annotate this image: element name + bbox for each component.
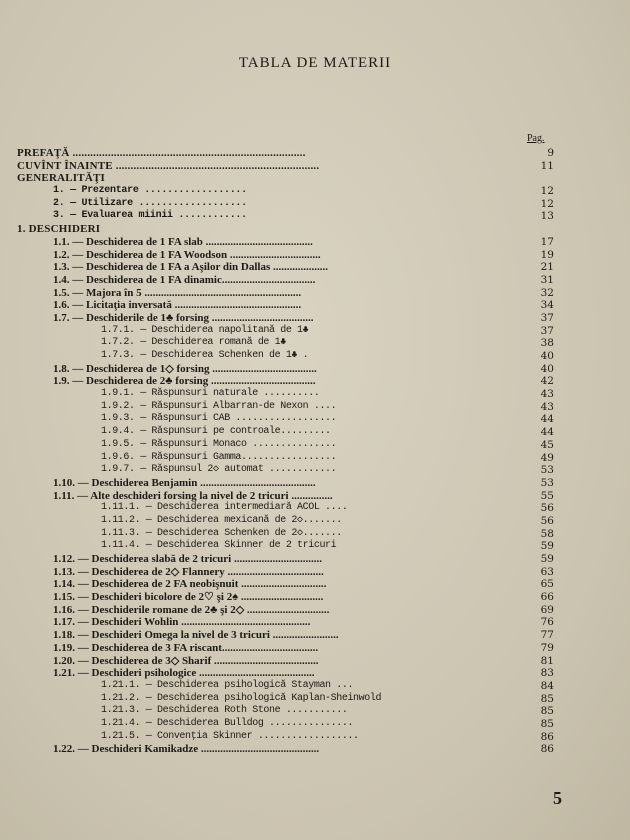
toc-entry-label: 1.18. — Deschideri Omega la nivel de 3 tricuri ........................	[53, 629, 339, 642]
toc-entry-label: 1.21.3. — Deschiderea Roth Stone ...........	[101, 705, 348, 717]
toc-entry-page: 49	[540, 451, 554, 464]
toc-entry-label: 1.9.5. — Răspunsuri Monaco ...............	[101, 438, 337, 450]
toc-entry-label: 1.9. — Deschiderea de 2♣ forsing ......................................	[53, 375, 316, 388]
toc-entry-page: 38	[540, 337, 554, 350]
toc-entry	[0, 452, 630, 465]
toc-entry-page: 59	[540, 540, 554, 553]
toc-entry-page: 63	[540, 565, 554, 578]
toc-entry	[0, 667, 630, 680]
toc-entry-label: 1.10. — Deschiderea Benjamin ..........................................	[53, 476, 316, 489]
toc-entry	[0, 553, 630, 566]
toc-entry-page: 84	[540, 679, 554, 692]
toc-entry-label: 1.7. — Deschiderile de 1♣ forsing .....................................	[53, 311, 314, 324]
toc-entry-label: 1.9.1. — Răspunsuri naturale ..........	[101, 388, 320, 400]
toc-entry-page: 12	[540, 197, 554, 210]
toc-entry-label: 1.17. — Deschideri Wohlin ...............................................	[53, 616, 311, 629]
toc-entry	[0, 388, 630, 401]
toc-entry-label: 1.11.4. — Deschiderea Skinner de 2 tricuri	[101, 540, 337, 552]
toc-entry	[0, 147, 630, 160]
toc-entry-page: 56	[540, 514, 554, 527]
toc-entry	[0, 249, 630, 262]
toc-entry	[0, 172, 630, 185]
toc-entry	[0, 401, 630, 414]
toc-entry	[0, 693, 630, 706]
toc-entry	[0, 223, 630, 236]
toc-entry-page: 53	[540, 464, 554, 477]
table-of-contents	[0, 147, 630, 756]
toc-entry-page: 13	[540, 210, 554, 223]
toc-entry	[0, 705, 630, 718]
toc-entry-label: 1.2. — Deschiderea de 1 FA Woodson .................................	[53, 248, 321, 261]
toc-entry-page: 66	[540, 591, 554, 604]
toc-entry-page: 37	[540, 324, 554, 337]
toc-entry	[0, 287, 630, 300]
toc-entry	[0, 350, 630, 363]
toc-entry-page: 81	[540, 654, 554, 667]
toc-entry-label: 1. DESCHIDERI	[17, 223, 101, 236]
toc-entry-label: 1.20. — Deschiderea de 3◇ Sharif ......................................	[53, 654, 319, 667]
toc-entry-page: 45	[540, 438, 554, 451]
toc-entry-label: 1.12. — Deschiderea slabă de 2 tricuri ................................	[53, 553, 322, 565]
toc-entry-page: 44	[540, 413, 554, 426]
toc-entry-label: 1.7.2. — Deschiderea romană de 1♣	[101, 337, 286, 349]
toc-entry-label: 1.21.5. — Convenţia Skinner ..................	[101, 730, 359, 742]
toc-entry-label: 1.3. — Deschiderea de 1 FA a Aşilor din Dallas ....................	[53, 261, 329, 274]
toc-entry-page: 76	[540, 616, 554, 629]
toc-entry-label: 1.21. — Deschideri psihologice ..........................................	[53, 667, 315, 680]
toc-entry-label: 1.21.1. — Deschiderea psihologică Stayman ...	[101, 679, 354, 691]
toc-entry-page: 59	[540, 553, 554, 565]
toc-entry-page: 9	[547, 147, 554, 159]
toc-entry	[0, 439, 630, 452]
toc-entry	[0, 413, 630, 426]
toc-entry-page: 42	[540, 375, 554, 388]
toc-entry	[0, 591, 630, 604]
toc-entry-page: 32	[540, 286, 554, 299]
toc-entry-label: 1.9.7. — Răspunsul 2◇ automat ............	[101, 464, 337, 476]
toc-entry-page: 40	[540, 362, 554, 375]
toc-entry-label: 1.1. — Deschiderea de 1 FA slab .......................................	[53, 235, 313, 248]
toc-entry-page: 69	[540, 603, 554, 616]
toc-entry	[0, 490, 630, 503]
toc-entry	[0, 604, 630, 617]
toc-entry-page: 11	[540, 159, 554, 172]
toc-entry-page: 19	[540, 248, 554, 261]
toc-entry-label: 1.11.2. — Deschiderea mexicană de 2◇.......	[101, 514, 342, 526]
toc-entry	[0, 515, 630, 528]
toc-entry	[0, 477, 630, 490]
toc-entry-page: 65	[540, 578, 554, 591]
toc-entry-page: 37	[540, 311, 554, 324]
toc-entry	[0, 642, 630, 655]
toc-entry-label: 1.7.3. — Deschiderea Schenken de 1♣ .	[101, 350, 309, 361]
toc-entry-page: 21	[540, 261, 554, 274]
toc-entry	[0, 210, 630, 223]
toc-entry-label: 1.13. — Deschiderea de 2◇ Flannery ...................................	[53, 565, 324, 578]
toc-entry-label: 1. — Prezentare ..................	[53, 185, 247, 197]
toc-entry-label: 1.22. — Deschideri Kamikadze ...........................................	[53, 743, 320, 756]
page-number: 5	[553, 788, 562, 808]
toc-entry-label: 1.7.1. — Deschiderea napolitană de 1♣	[101, 324, 309, 336]
toc-entry	[0, 426, 630, 439]
toc-entry	[0, 337, 630, 350]
toc-entry	[0, 375, 630, 388]
toc-entry-label: 3. — Evaluarea miinii ............	[53, 210, 247, 222]
toc-entry	[0, 464, 630, 477]
toc-entry	[0, 299, 630, 312]
toc-entry-label: 1.9.2. — Răspunsuri Albarran-de Nexon ....	[101, 400, 337, 412]
toc-entry-label: PREFAŢĂ ...............................................................................	[17, 147, 306, 159]
toc-entry	[0, 731, 630, 744]
toc-entry-label: 2. — Utilizare ...................	[53, 197, 247, 209]
toc-entry	[0, 616, 630, 629]
toc-entry-label: 1.14. — Deschiderea de 2 FA neobişnuit ...............................	[53, 578, 327, 591]
toc-entry-page: 77	[540, 629, 554, 642]
toc-entry-page: 85	[540, 717, 554, 730]
toc-entry-page: 55	[540, 489, 554, 502]
toc-entry	[0, 325, 630, 338]
toc-entry	[0, 236, 630, 249]
toc-entry-page: 43	[540, 388, 554, 401]
toc-entry	[0, 566, 630, 579]
toc-entry-page: 34	[540, 299, 554, 312]
toc-entry	[0, 160, 630, 173]
toc-entry-label: 1.15. — Deschideri bicolore de 2♡ şi 2♠ ..............................	[53, 591, 324, 604]
toc-entry-page: 44	[540, 426, 554, 439]
page-column-header: Pag.	[527, 133, 545, 144]
toc-entry-label: 1.4. — Deschiderea de 1 FA dinamic..................................	[53, 273, 316, 286]
toc-entry	[0, 198, 630, 211]
toc-entry-page: 43	[540, 400, 554, 413]
toc-entry-label: 1.8. — Deschiderea de 1◇ forsing ......................................	[53, 362, 317, 375]
toc-entry-label: 1.6. — Licitaţia inversată ..............................................	[53, 299, 302, 312]
toc-entry-page: 12	[540, 185, 554, 198]
toc-entry-page: 86	[540, 743, 554, 756]
toc-entry-page: 56	[540, 502, 554, 515]
toc-entry	[0, 680, 630, 693]
toc-entry-label: 1.21.2. — Deschiderea psihologică Kaplan-Sheinwold	[101, 692, 382, 704]
toc-entry	[0, 718, 630, 731]
toc-entry-page: 40	[540, 350, 554, 362]
toc-entry-label: 1.16. — Deschiderile romane de 2♣ şi 2◇ ..............................	[53, 603, 330, 616]
toc-entry	[0, 578, 630, 591]
toc-entry	[0, 528, 630, 541]
toc-entry-label: 1.9.6. — Răspunsuri Gamma.................	[101, 451, 337, 463]
toc-entry-label: 1.19. — Deschiderea de 3 FA riscant...................................	[53, 641, 319, 654]
toc-entry	[0, 743, 630, 756]
toc-entry	[0, 502, 630, 515]
toc-entry-page: 58	[540, 527, 554, 540]
toc-entry-page: 17	[540, 235, 554, 248]
toc-entry-page: 85	[540, 705, 554, 718]
toc-entry-page: 31	[540, 273, 554, 286]
toc-entry-label: CUVÎNT ÎNAINTE .....................................................................	[17, 159, 320, 172]
page-title: TABLA DE MATERII	[238, 55, 392, 71]
toc-entry-label: 1.9.4. — Răspunsuri pe controale.........	[101, 426, 331, 438]
toc-entry-page: 79	[540, 641, 554, 654]
toc-entry-label: 1.11.1. — Deschiderea intermediară ACOL ....	[101, 502, 348, 514]
toc-entry-page: 85	[540, 692, 554, 705]
toc-entry	[0, 655, 630, 668]
toc-entry	[0, 185, 630, 198]
toc-entry-page: 53	[540, 476, 554, 489]
toc-entry-label: 1.21.4. — Deschiderea Bulldog ...............	[101, 717, 354, 729]
toc-entry-label: 1.9.3. — Răspunsuri CAB ..................	[101, 413, 337, 425]
toc-entry	[0, 274, 630, 287]
toc-entry-label: 1.5. — Majora în 5 .........................................................	[53, 286, 302, 299]
toc-entry	[0, 363, 630, 376]
toc-entry-page: 83	[540, 667, 554, 680]
toc-entry-label: 1.11. — Alte deschideri forsing la nivel de 2 tricuri ...............	[53, 489, 333, 502]
toc-entry-label: GENERALITĂŢI	[17, 172, 105, 185]
toc-entry	[0, 540, 630, 553]
toc-entry	[0, 629, 630, 642]
toc-entry	[0, 261, 630, 274]
toc-entry-page: 86	[540, 730, 554, 743]
toc-entry	[0, 312, 630, 325]
toc-entry-label: 1.11.3. — Deschiderea Schenken de 2◇.......	[101, 527, 342, 539]
